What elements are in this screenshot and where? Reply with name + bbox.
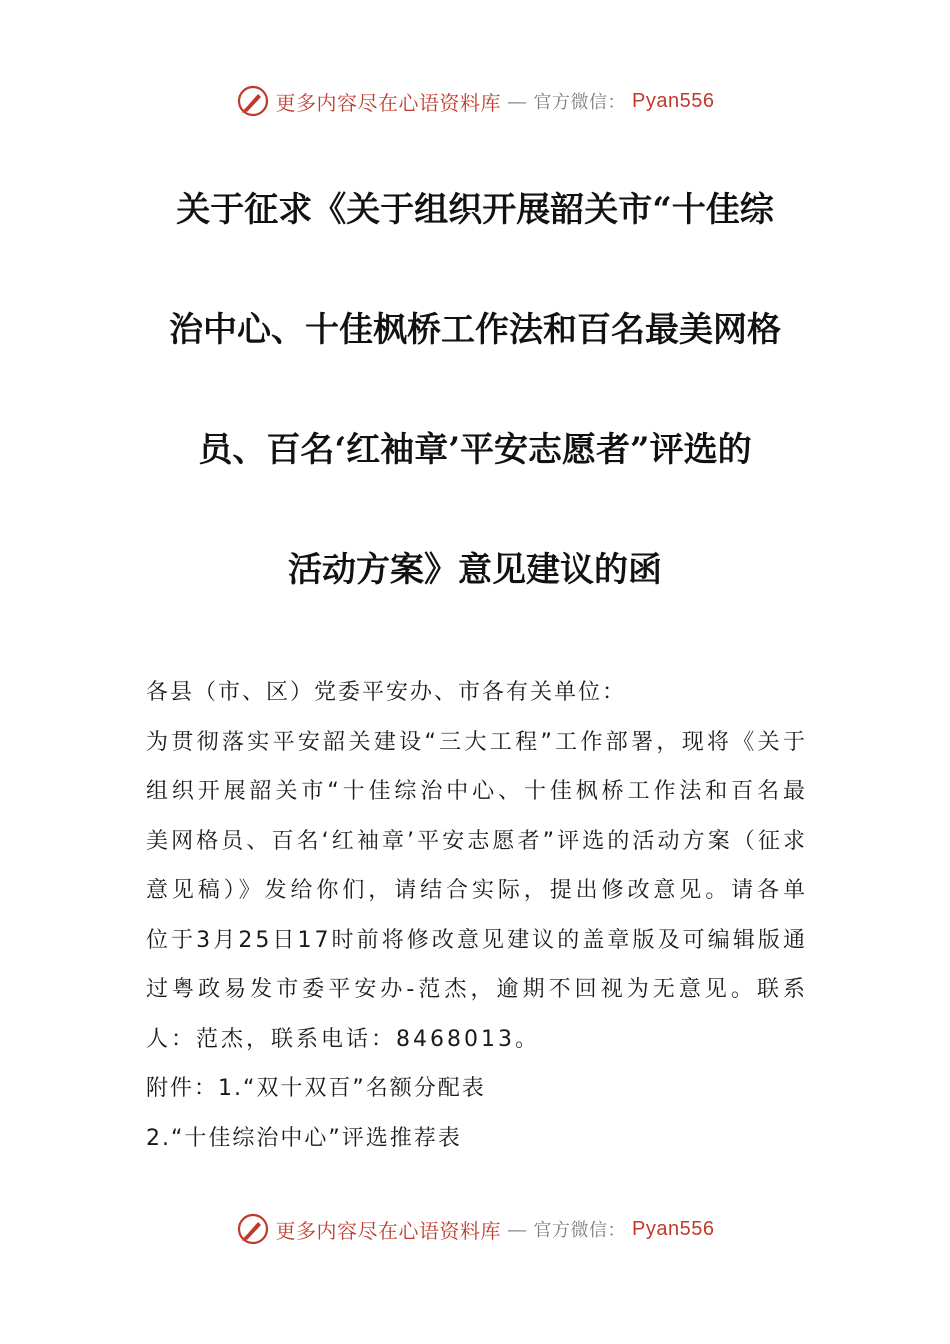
pen-circle-logo-icon <box>236 1212 270 1246</box>
watermark-wechat-id: Pyan556 <box>632 89 715 112</box>
watermark-brand: 更多内容尽在心语资料库 <box>275 1218 502 1243</box>
title-line: 关于征求《关于组织开展韶关市“十佳综 <box>176 190 774 230</box>
document-title <box>150 150 800 630</box>
watermark-separator: — <box>507 1217 528 1241</box>
title-line: 员、百名‘红袖章’平安志愿者”评选的 <box>198 430 752 470</box>
watermark-wechat-label: 官方微信： <box>533 1220 627 1241</box>
title-line: 治中心、十佳枫桥工作法和百名最美网格 <box>169 310 781 350</box>
watermark-separator: — <box>507 89 528 113</box>
attachment-item: 2.“十佳综治中心”评选推荐表 <box>146 1125 462 1151</box>
pen-circle-logo-icon <box>236 84 270 118</box>
watermark-wechat-label: 官方微信： <box>533 92 627 113</box>
watermark-footer <box>0 1212 950 1246</box>
watermark-wechat-id: Pyan556 <box>632 1217 715 1240</box>
watermark-brand: 更多内容尽在心语资料库 <box>275 90 502 115</box>
salutation: 各县（市、区）党委平安办、市各有关单位： <box>146 680 627 705</box>
document-body <box>146 668 808 1163</box>
attachment-item: 附件：1.“双十双百”名额分配表 <box>146 1076 486 1101</box>
title-line: 活动方案》意见建议的函 <box>288 550 662 590</box>
body-paragraph: 为贯彻落实平安韶关建设“三大工程”工作部署，现将《关于组织开展韶关市“十佳综治中心、十佳枫桥工作法和百名最美网格员、百名‘红袖章’平安志愿者”评选的活动方案（征求意见稿）》发给你们，请结合实际，提出修改意见。请各单位于3月25日17时前将修改意见建议的盖章版及可编辑版通过粤政易发市委平安办-范杰，逾期不回视为无意见。联系人：范杰，联系电话：8468013。 <box>146 729 808 1052</box>
watermark-header <box>0 84 950 118</box>
